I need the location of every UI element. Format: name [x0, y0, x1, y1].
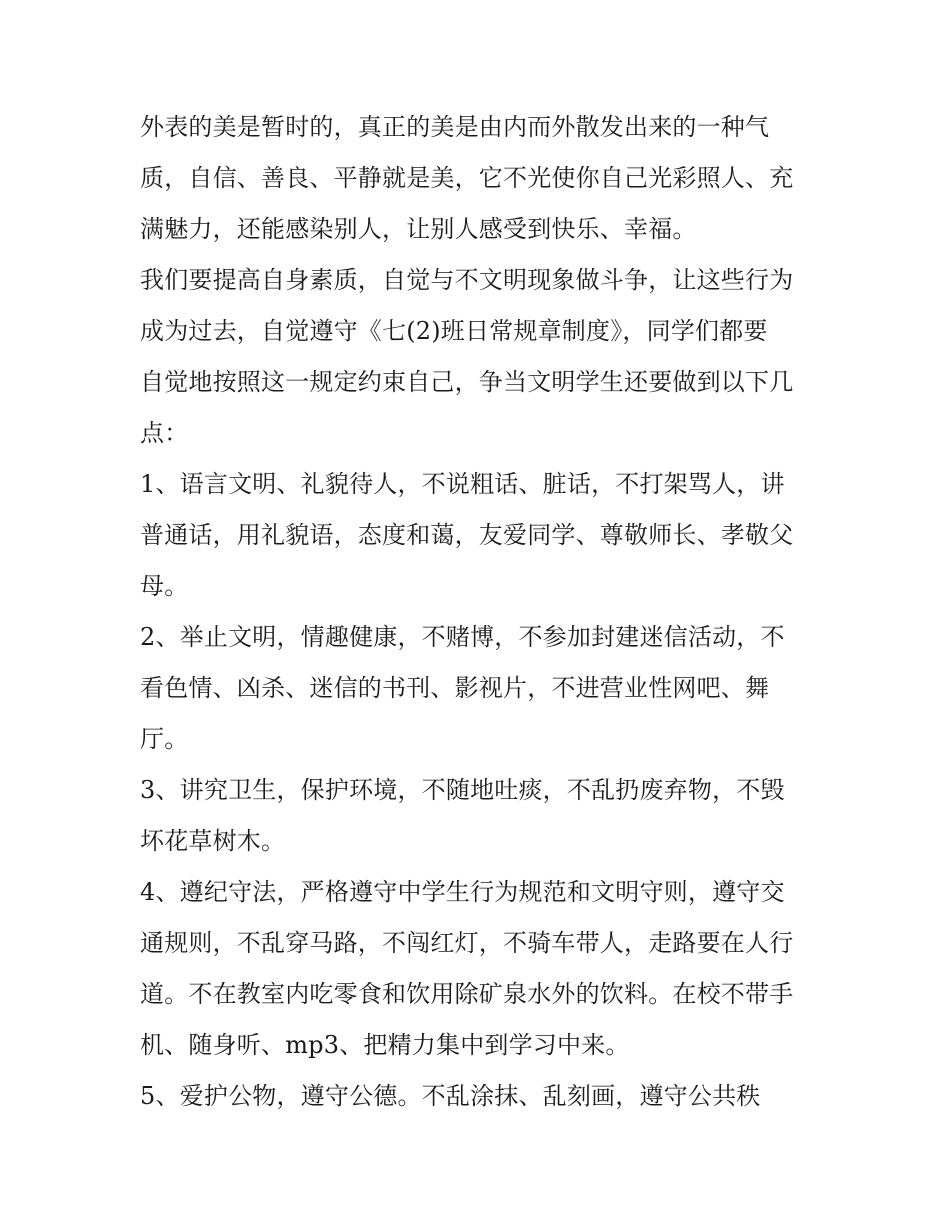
text-line: 厅。: [140, 725, 189, 753]
text-line: 道。不在教室内吃零食和饮用除矿泉水外的饮料。在校不带手: [140, 980, 794, 1008]
text-line: 坏花草树木。: [140, 827, 286, 855]
text-line: 2、举止文明，情趣健康，不赌博，不参加封建迷信活动，不: [140, 623, 785, 651]
text-line: 外表的美是暂时的，真正的美是由内而外散发出来的一种气: [140, 113, 770, 141]
text-line: 质，自信、善良、平静就是美，它不光使你自己光彩照人、充: [140, 164, 794, 192]
text-line: 4、遵纪守法，严格遵守中学生行为规范和文明守则，遵守交: [140, 878, 785, 906]
text-line: 看色情、凶杀、迷信的书刊、影视片，不进营业性网吧、舞: [140, 674, 770, 702]
text-line: 机、随身听、mp3、把精力集中到学习中来。: [140, 1031, 630, 1059]
text-line: 1、语言文明、礼貌待人，不说粗话、脏话，不打架骂人，讲: [140, 470, 785, 498]
text-line: 满魅力，还能感染别人，让别人感受到快乐、幸福。: [140, 215, 697, 243]
text-line: 成为过去，自觉遵守《七(2)班日常规章制度》，同学们都要: [140, 317, 768, 345]
text-line: 我们要提高自身素质，自觉与不文明现象做斗争，让这些行为: [140, 266, 794, 294]
text-line: 自觉地按照这一规定约束自己，争当文明学生还要做到以下几: [140, 368, 794, 396]
text-line: 5、爱护公物，遵守公德。不乱涂抹、乱刻画，遵守公共秩: [140, 1082, 761, 1110]
text-line: 3、讲究卫生，保护环境，不随地吐痰，不乱扔废弃物，不毁: [140, 776, 785, 804]
text-line: 母。: [140, 572, 189, 600]
text-line: 通规则，不乱穿马路，不闯红灯，不骑车带人，走路要在人行: [140, 929, 794, 957]
text-line: 普通话，用礼貌语，态度和蔼，友爱同学、尊敬师长、孝敬父: [140, 521, 794, 549]
text-line: 点：: [140, 419, 189, 447]
